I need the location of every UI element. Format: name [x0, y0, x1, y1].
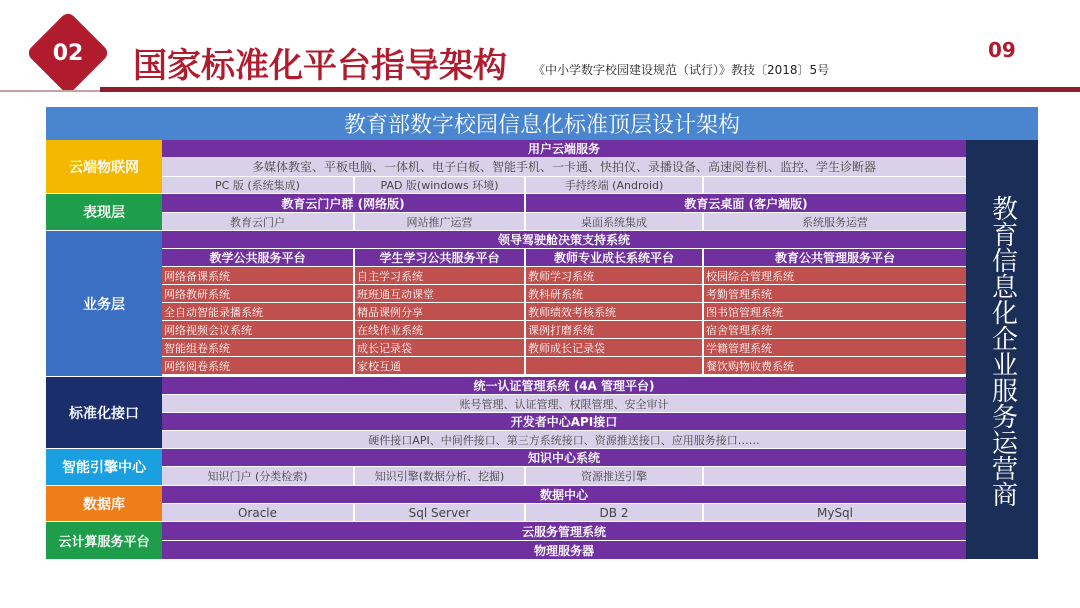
page-title: 国家标准化平台指导架构	[133, 46, 507, 86]
engine-item: 知识引擎(数据分析、挖掘)	[355, 467, 524, 485]
database-item: DB 2	[526, 504, 702, 521]
engine-item: 资源推送引擎	[526, 467, 702, 485]
auth-system-title: 统一认证管理系统 (4A 管理平台)	[162, 377, 966, 394]
business-system-cell: 自主学习系统	[355, 267, 524, 284]
business-system-cell: 成长记录袋	[355, 339, 524, 356]
client-handheld: 手持终端 (Android)	[526, 177, 702, 193]
cloud-service-management: 云服务管理系统	[162, 522, 966, 540]
portal-group-title: 教育云门户群 (网络版)	[162, 194, 524, 212]
business-system-cell: 网络阅卷系统	[162, 357, 353, 374]
client-pad: PAD 版(windows 环境)	[355, 177, 524, 193]
layer-label-business: 业务层	[46, 231, 162, 376]
layer-label-database: 数据库	[46, 486, 162, 521]
business-system-cell: 网络备课系统	[162, 267, 353, 284]
physical-servers: 物理服务器	[162, 541, 966, 559]
database-item: MySql	[704, 504, 966, 521]
database-item: Sql Server	[355, 504, 524, 521]
business-system-cell: 家校互通	[355, 357, 524, 374]
developer-api-title: 开发者中心API接口	[162, 413, 966, 430]
header-divider	[100, 87, 1080, 92]
layer-label-iot: 云端物联网	[46, 140, 162, 193]
business-system-cell	[526, 357, 702, 374]
devices-list: 多媒体教室、平板电脑、一体机、电子白板、智能手机、一卡通、快拍仪、录播设备、高速阅卷机、监控、学生诊断器	[162, 157, 966, 176]
layer-label-presentation: 表现层	[46, 194, 162, 230]
business-system-cell: 在线作业系统	[355, 321, 524, 338]
layer-label-cloud-computing: 云计算服务平台	[46, 522, 162, 559]
business-system-cell: 智能组卷系统	[162, 339, 353, 356]
business-system-cell: 考勤管理系统	[704, 285, 966, 302]
data-center-title: 数据中心	[162, 486, 966, 503]
platform-header: 教学公共服务平台	[162, 249, 353, 266]
business-system-cell: 网络教研系统	[162, 285, 353, 302]
business-system-cell: 全自动智能录播系统	[162, 303, 353, 320]
business-system-cell: 餐饮购物收费系统	[704, 357, 966, 374]
business-system-cell: 教师成长记录袋	[526, 339, 702, 356]
business-system-cell: 图书馆管理系统	[704, 303, 966, 320]
diagram-title-bar: 教育部数字校园信息化标准顶层设计架构	[46, 107, 1038, 140]
business-system-cell: 网络视频会议系统	[162, 321, 353, 338]
layer-label-interface: 标准化接口	[46, 377, 162, 448]
business-system-cell: 宿舍管理系统	[704, 321, 966, 338]
presentation-item: 教育云门户	[162, 213, 353, 230]
cloud-services-title: 用户云端服务	[162, 140, 966, 157]
database-item: Oracle	[162, 504, 353, 521]
client-pc: PC 版 (系统集成)	[162, 177, 353, 193]
section-number: 02	[52, 40, 84, 66]
knowledge-center-title: 知识中心系统	[162, 449, 966, 466]
business-system-cell: 教师学习系统	[526, 267, 702, 284]
platform-header: 教师专业成长系统平台	[526, 249, 702, 266]
layer-label-engine: 智能引擎中心	[46, 449, 162, 485]
service-operator-label: 教育信息化企业服务运营商	[987, 194, 1018, 507]
business-system-cell: 学籍管理系统	[704, 339, 966, 356]
platform-header: 学生学习公共服务平台	[355, 249, 524, 266]
engine-item: 知识门户 (分类检索)	[162, 467, 353, 485]
developer-api-items: 硬件接口API、中间件接口、第三方系统接口、资源推送接口、应用服务接口……	[162, 431, 966, 448]
engine-item	[704, 467, 966, 485]
business-system-cell: 教科研系统	[526, 285, 702, 302]
page-subtitle: 《中小学数字校园建设规范（试行）》教技〔2018〕5号	[533, 63, 830, 77]
page-number: 09	[988, 38, 1016, 62]
client-empty	[704, 177, 966, 193]
business-system-cell: 精品课例分享	[355, 303, 524, 320]
presentation-item: 桌面系统集成	[526, 213, 702, 230]
business-system-cell: 课例打磨系统	[526, 321, 702, 338]
business-system-cell: 校园综合管理系统	[704, 267, 966, 284]
presentation-item: 系统服务运营	[704, 213, 966, 230]
auth-system-items: 账号管理、认证管理、权限管理、安全审计	[162, 395, 966, 412]
platform-header: 教育公共管理服务平台	[704, 249, 966, 266]
business-system-cell: 班班通互动课堂	[355, 285, 524, 302]
business-system-cell: 教师绩效考核系统	[526, 303, 702, 320]
presentation-item: 网站推广运营	[355, 213, 524, 230]
decision-support-title: 领导驾驶舱决策支持系统	[162, 231, 966, 248]
header-divider-left	[0, 90, 100, 92]
cloud-desktop-title: 教育云桌面 (客户端版)	[526, 194, 966, 212]
